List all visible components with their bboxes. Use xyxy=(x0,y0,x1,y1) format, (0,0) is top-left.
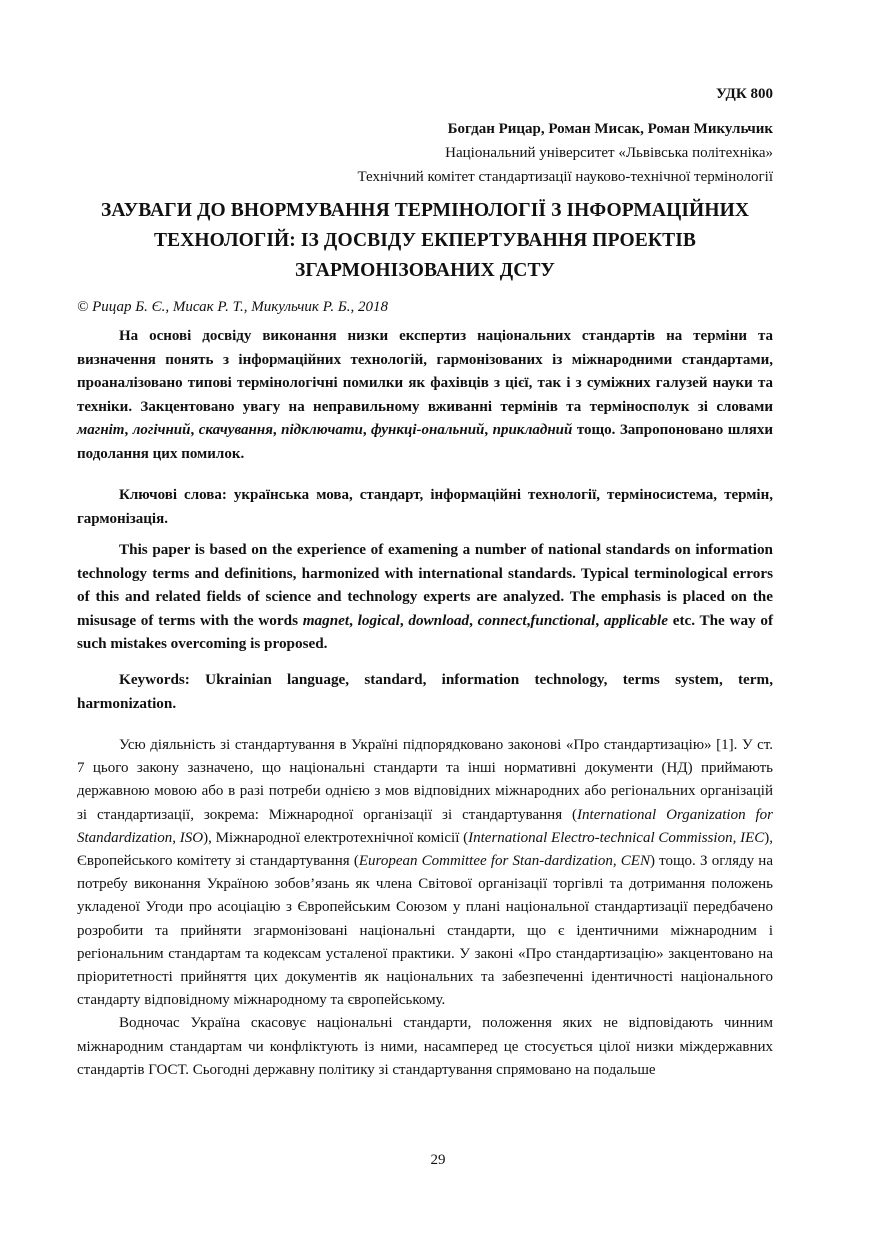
abstract-separator: , xyxy=(399,611,409,629)
title-line: ТЕХНОЛОГІЙ: ІЗ ДОСВІДУ ЕКПЕРТУВАННЯ ПРОЕКТІВ xyxy=(153,230,696,251)
body-paragraph xyxy=(77,734,773,1012)
abstract-text: This paper is based on the experience of examening a number of national standards on information technology terms and definitions, harmonized with international standards. Typical terminological errors of this and related fields of science and technology experts are analyzed. The emphasis is placed on the misusage of terms with the words xyxy=(77,541,773,629)
affiliation-university: Національний університет «Львівська політехніка» xyxy=(445,145,773,161)
body-italic-run: International Electro-technical Commission, IEC xyxy=(468,829,765,846)
abstract-term: магніт xyxy=(77,422,125,438)
udk-code: УДК 800 xyxy=(716,86,773,102)
abstract-ukrainian xyxy=(77,325,773,466)
keywords-ukrainian xyxy=(77,484,773,531)
abstract-text: тощо. Запропоновано шляхи подолання цих помилок. xyxy=(77,422,774,462)
keywords-english xyxy=(77,668,773,715)
abstract-separator: , xyxy=(272,422,282,438)
abstract-separator: , xyxy=(349,611,358,629)
abstract-separator: , xyxy=(484,422,493,438)
keywords-paragraph: Keywords: Ukrainian language, standard, information technology, terms system, term, harmonization. xyxy=(77,671,773,712)
abstract-term: applicable xyxy=(603,611,668,629)
abstract-term: connect xyxy=(477,611,527,629)
abstract-paragraph xyxy=(77,538,773,656)
abstract-term: функці-ональний xyxy=(371,422,485,438)
abstract-term: підключати xyxy=(281,422,363,438)
body-text-run: Усю діяльність зі стандартування в Україні підпорядковано законові «Про стандартизацію» [1]. У ст. 7 цього закону зазначено, що національні стандарти та інші нормативні документи (НД) приймають державною мовою або в разі потреби однією з мов відповідних міжнародних або регіональних організацій зі стандартизації, зокрема: Міжнародної організації зі стандартування ( xyxy=(77,737,773,823)
paper-title xyxy=(77,196,773,286)
keywords-paragraph: Ключові слова: українська мова, стандарт, інформаційні технології, терміносистема, термін, гармонізація. xyxy=(77,487,773,527)
author-names: Богдан Рицар, Роман Мисак, Роман Микульчик xyxy=(447,121,773,137)
body-italic-run: International Organization for Standardization, ISO xyxy=(77,806,773,846)
body-text-run: ), Європейського комітету зі стандартування ( xyxy=(77,829,773,870)
abstract-separator: , xyxy=(595,611,604,629)
abstract-term: download xyxy=(408,611,470,629)
body-text xyxy=(77,734,773,1082)
abstract-text: etc. The way of such mistakes overcoming is proposed. xyxy=(77,611,774,652)
copyright-line: © Рицар Б. Є., Мисак Р. Т., Микульчик Р. Б., 2018 xyxy=(77,299,388,315)
body-text-run: ), Міжнародної електротехнічної комісії ( xyxy=(203,829,469,846)
abstract-separator: , xyxy=(124,422,133,438)
abstract-term: скачування xyxy=(198,422,273,438)
affiliation-committee: Технічний комітет стандартизації науково-технічної термінології xyxy=(357,169,773,185)
abstract-english xyxy=(77,538,773,656)
abstract-term: логічний xyxy=(132,422,191,438)
abstract-paragraph xyxy=(77,325,773,466)
body-text-run: ) тощо. З огляду на потребу виконання Україною зобов’язань як члена Світової організації торгівлі та дотримання положень укладеної Угоди про асоціацію з Європейським Союзом у плані національної стандартизації передбачено розробити та прийняти згармонізовані національні стандарти, що є ідентичними міжнародним і регіональним стандартам та кодексам усталеної практики. У законі «Про стандартизацію» закцентовано на пріоритетності прийняття цих документів як національних та забезпеченні ідентичності національного стандарту відповідному міжнародному та європейському. xyxy=(77,853,773,1009)
page-number: 29 xyxy=(430,1152,446,1168)
abstract-term: magnet xyxy=(302,611,350,629)
abstract-separator: , xyxy=(362,422,372,438)
abstract-term: functional xyxy=(530,611,596,629)
title-line: ЗГАРМОНІЗОВАНИХ ДСТУ xyxy=(295,260,555,281)
body-italic-run: European Committee for Stan-dardization, CEN xyxy=(358,853,650,870)
body-paragraph: Водночас Україна скасовує національні стандарти, положення яких не відповідають чинним міжнародним стандартам чи конфліктують із ними, насамперед це стосується цілої низки міждержавних стандартів ГОСТ. Сьогодні державну політику зі стандартування спрямовано на подальше xyxy=(77,1015,773,1078)
abstract-separator: , xyxy=(190,422,199,438)
title-line: ЗАУВАГИ ДО ВНОРМУВАННЯ ТЕРМІНОЛОГІЇ З ІНФОРМАЦІЙНИХ xyxy=(100,200,750,221)
abstract-term: прикладний xyxy=(492,422,573,438)
abstract-term: logical xyxy=(357,611,400,629)
abstract-separator: , xyxy=(526,611,531,629)
author-block xyxy=(77,117,773,189)
abstract-text: На основі досвіду виконання низки експертиз національних стандартів на терміни та визначення понять з інформаційних технологій, гармонізованих із міжнародними стандартами, проаналізовано типові термінологічні помилки як фахівців з цієї, так і з суміжних галузей науки та техніки. Закцентовано увагу на неправильному вживанні термінів та терміносполук зі словами xyxy=(77,328,773,415)
abstract-separator: , xyxy=(469,611,478,629)
